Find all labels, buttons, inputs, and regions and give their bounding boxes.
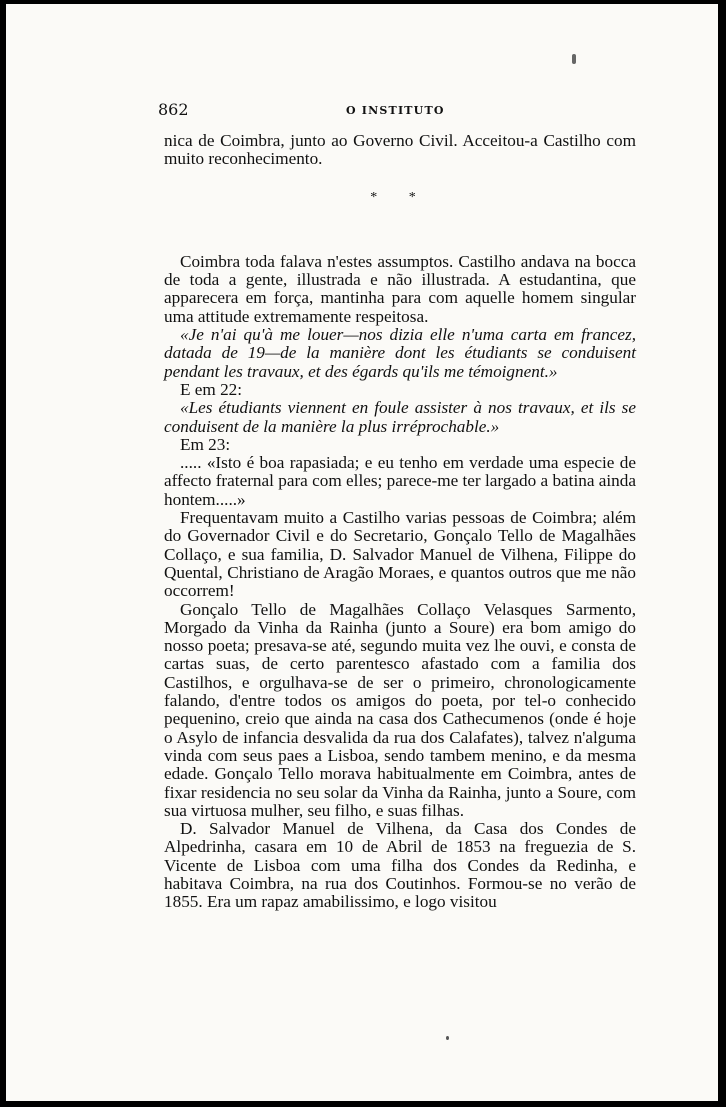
paragraph: D. Salvador Manuel de Vilhena, da Casa dos Condes de Alpedrinha, casara em 10 de Abril de 1853 na freguezia de S. Vicente de Lisboa com uma filha dos Condes da Redinha, e habitava Coimbra, na rua dos Coutinhos. Formou-se no verão de 1855. Era um rapaz amabilissimo, e logo visitou (164, 819, 636, 912)
paragraph: Gonçalo Tello de Magalhães Collaço Velasques Sarmento, Morgado da Vinha da Rainha (junto a Soure) era bom amigo do nosso poeta; presava-se até, segundo muita vez lhe ouvi, e consta de cartas suas, de certo parentesco afastado com a familia dos Castilhos, e orgulhava-se de ser o primeiro, chronologicamente falando, d'entre todos os amigos do poeta, por tel-o conhecido pequenino, creio que ainda na casa dos Cathecumenos (onde é hoje o Asylo de infancia desvalida da rua dos Calafates), talvez n'alguma vinda com seus paes a Lisboa, sendo tambem menino, e da mesma edade. Gonçalo Tello morava habitualmente em Coimbra, antes de fixar residencia no seu solar da Vinha da Rainha, junto a Soure, com sua virtuosa mulher, seu filho, e suas filhas. (164, 599, 636, 820)
paragraph: E em 22: (180, 379, 243, 399)
paragraph: nica de Coimbra, junto ao Governo Civil. Acceitou-a Castilho com muito reconhecimento. (164, 131, 636, 169)
section-separator: * * (370, 189, 430, 205)
page-number: 862 (158, 100, 189, 119)
body-text (164, 132, 636, 912)
page-speck (446, 1036, 449, 1040)
quote-paragraph: «Je n'ai qu'à me louer—nos dizia elle n'uma carta em francez, datada de 19—de la manière dont les étudiants se conduisent pendant les travaux, et des égards qu'ils me témoignent.» (164, 325, 636, 381)
page-header (158, 100, 638, 124)
paragraph: Em 23: (180, 434, 231, 454)
paragraph: Frequentavam muito a Castilho varias pessoas de Coimbra; além do Governador Civil e do Secretario, Gonçalo Tello de Magalhães Collaço, e sua familia, D. Salvador Manuel de Vilhena, Filippe do Quental, Christiano de Aragão Moraes, e quantos outros que me não occorrem! (164, 508, 636, 601)
running-title: O INSTITUTO (346, 104, 445, 117)
quote-paragraph: «Les étudiants viennent en foule assister à nos travaux, et ils se conduisent de la manière la plus irréprochable.» (164, 398, 636, 436)
page-mark (572, 54, 576, 64)
book-page (6, 4, 718, 1101)
paragraph: ..... «Isto é boa rapasiada; e eu tenho em verdade uma especie de affecto fraternal para com elles; parece-me ter largado a batina ainda hontem.....» (164, 453, 636, 509)
paragraph: Coimbra toda falava n'estes assumptos. Castilho andava na bocca de toda a gente, illustrada e não illustrada. A estudantina, que apparecera em força, mantinha para com aquelle homem singular uma attitude extremamente respeitosa. (164, 251, 636, 326)
